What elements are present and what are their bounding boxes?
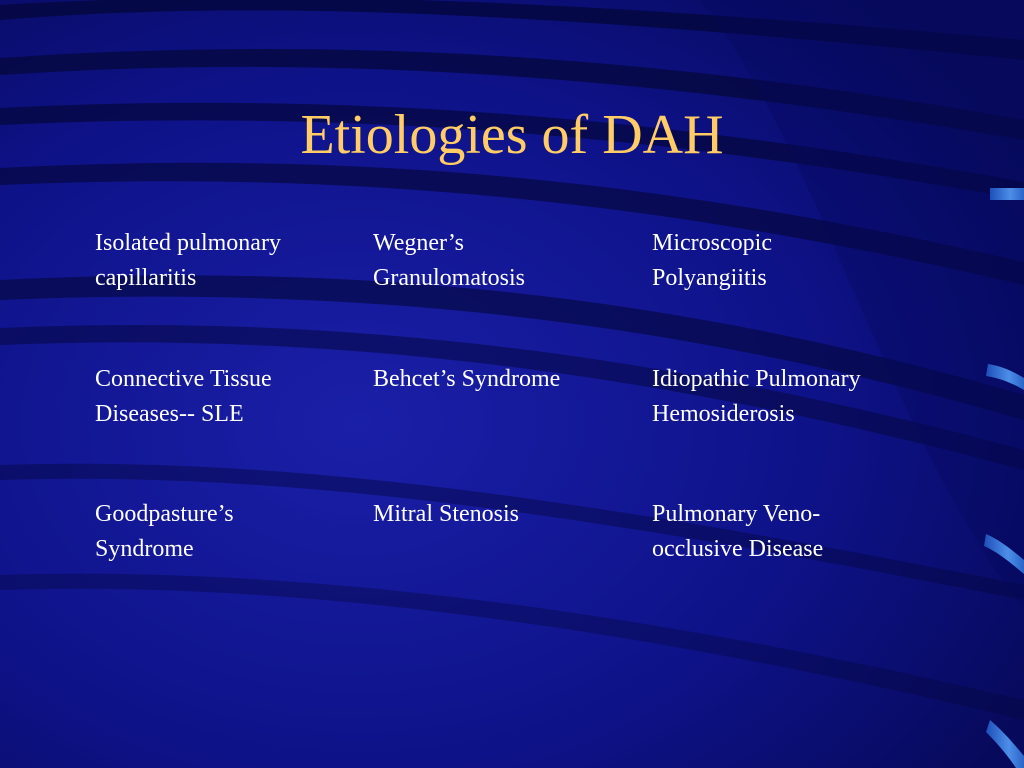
etiology-cell-connective-tissue-diseases <box>95 362 272 432</box>
etiology-cell-microscopic-polyangiitis <box>652 226 772 296</box>
cell-line: occlusive Disease <box>652 536 824 562</box>
cell-line: Goodpasture’s <box>95 501 234 527</box>
cell-line: Connective Tissue <box>95 366 272 392</box>
cell-line: Granulomatosis <box>373 265 525 291</box>
etiology-cell-goodpastures-syndrome <box>95 497 234 567</box>
etiology-cell-wegners-granulomatosis <box>373 226 525 296</box>
cell-line: Pulmonary Veno- <box>652 501 821 527</box>
cell-line: Syndrome <box>95 536 194 562</box>
cell-line: Polyangiitis <box>652 265 767 291</box>
etiology-cell-isolated-pulmonary-capillaritis <box>95 226 281 296</box>
cell-line: Isolated pulmonary <box>95 230 281 256</box>
cell-line: Mitral Stenosis <box>373 501 520 527</box>
etiology-cell-pulmonary-veno-occlusive-disease <box>652 497 823 567</box>
etiology-cell-behcets-syndrome <box>373 362 560 397</box>
cell-line: Diseases-- SLE <box>95 401 244 427</box>
cell-line: capillaritis <box>95 265 197 291</box>
slide-title: Etiologies of DAH <box>300 104 724 166</box>
etiology-cell-mitral-stenosis <box>373 497 519 532</box>
cell-line: Wegner’s <box>373 230 464 256</box>
cell-line: Behcet’s Syndrome <box>373 366 561 392</box>
cell-line: Hemosiderosis <box>652 401 795 427</box>
cell-line: Idiopathic Pulmonary <box>652 366 861 392</box>
cell-line: Microscopic <box>652 230 772 256</box>
etiology-cell-idiopathic-pulmonary-hemosiderosis <box>652 362 861 432</box>
